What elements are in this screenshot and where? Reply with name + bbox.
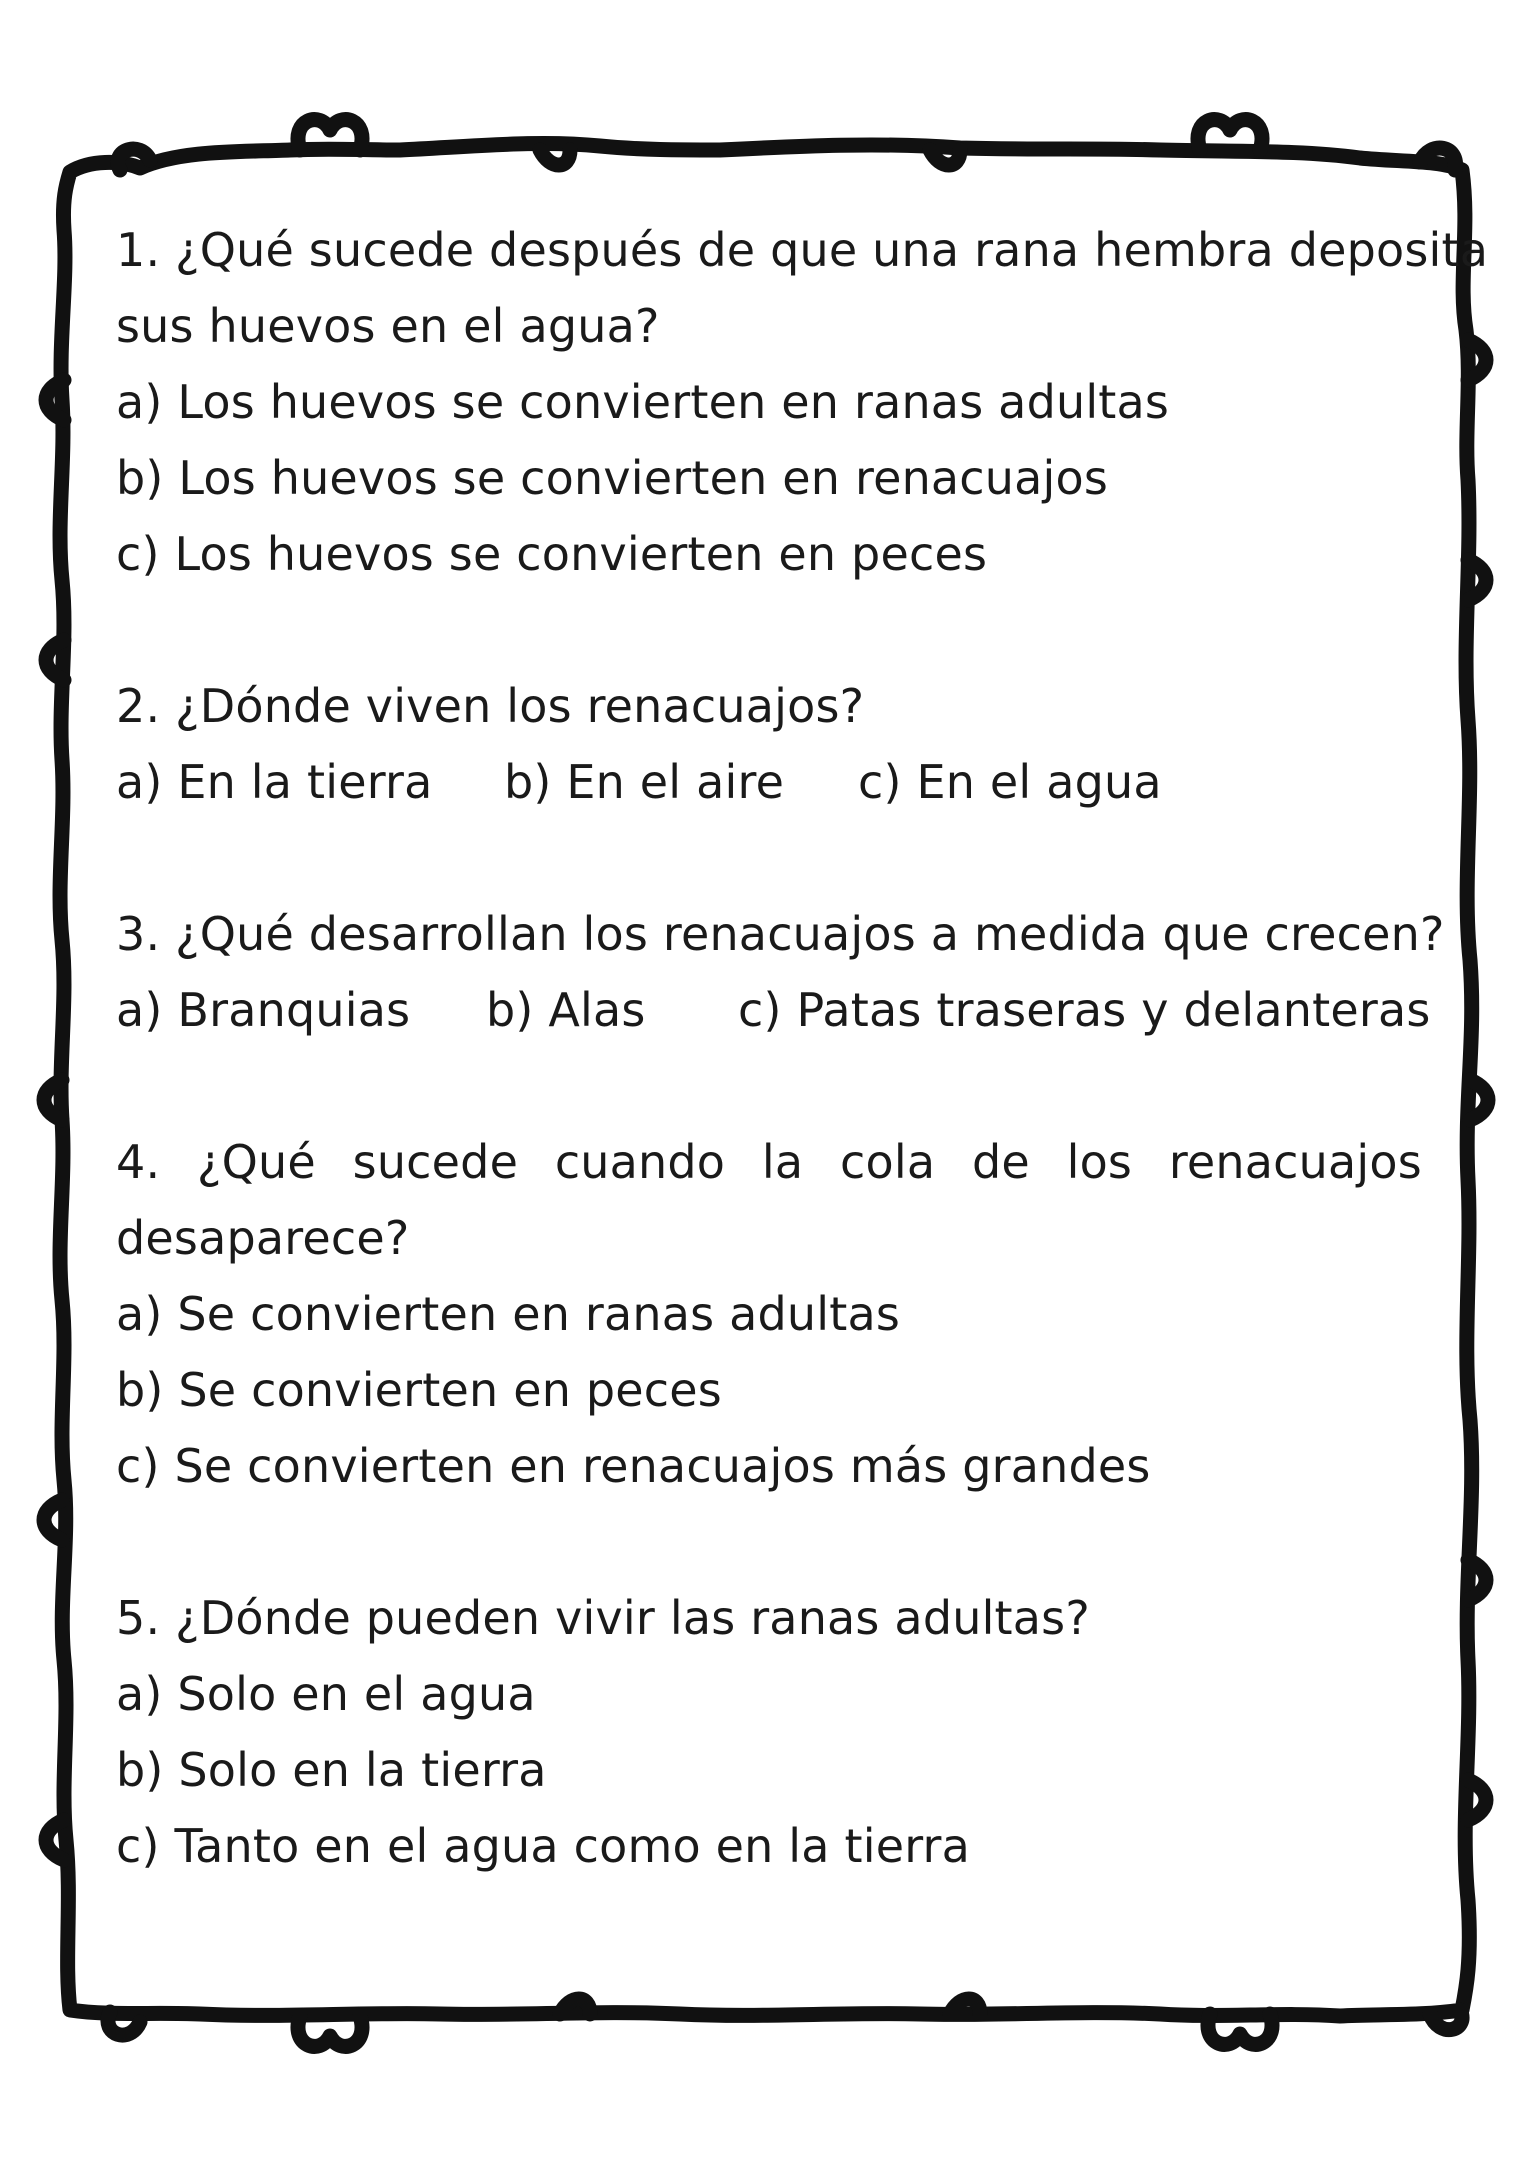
- question-4-option-a: a) Se convierten en ranas adultas: [116, 1287, 901, 1341]
- question-5-text: 5. ¿Dónde pueden vivir las ranas adultas?: [116, 1591, 1090, 1645]
- question-1-text-line1: 1. ¿Qué sucede después de que una rana hembra deposita: [116, 223, 1489, 277]
- question-3-option-c: c) Patas traseras y delanteras: [738, 983, 1431, 1037]
- question-4-word: de: [971, 1135, 1030, 1189]
- question-3-option-b: b) Alas: [486, 983, 646, 1037]
- question-4-option-b: b) Se convierten en peces: [116, 1363, 722, 1417]
- question-5-option-a: a) Solo en el agua: [116, 1667, 536, 1721]
- question-4-word: sucede: [352, 1135, 519, 1189]
- question-4-text-line1: [116, 1124, 1422, 1200]
- question-3-text: 3. ¿Qué desarrollan los renacuajos a medida que crecen?: [116, 907, 1445, 961]
- spacer: [116, 820, 1422, 896]
- spacer: [116, 592, 1422, 668]
- question-4-option-c: c) Se convierten en renacuajos más grandes: [116, 1439, 1151, 1493]
- question-4-word: la: [761, 1135, 804, 1189]
- question-4-word: ¿Qué: [197, 1135, 316, 1189]
- question-2-options-row: [116, 744, 1422, 820]
- question-4-text-line2: desaparece?: [116, 1211, 410, 1265]
- question-3-options-row: [116, 972, 1431, 1048]
- question-1-option-b: b) Los huevos se convierten en renacuajos: [116, 451, 1109, 505]
- spacer: [116, 1504, 1422, 1580]
- question-1-option-c: c) Los huevos se convierten en peces: [116, 527, 988, 581]
- question-4-word: 4.: [116, 1135, 161, 1189]
- question-1-text-line2: sus huevos en el agua?: [116, 299, 660, 353]
- question-2-option-a: a) En la tierra: [116, 755, 433, 809]
- question-2-option-b: b) En el aire: [504, 755, 785, 809]
- question-2-text: 2. ¿Dónde viven los renacuajos?: [116, 679, 865, 733]
- question-3-option-a: a) Branquias: [116, 983, 411, 1037]
- question-4-word: cuando: [554, 1135, 726, 1189]
- question-1-option-a: a) Los huevos se convierten en ranas adultas: [116, 375, 1170, 429]
- question-4-word: cola: [840, 1135, 936, 1189]
- question-4-word: renacuajos: [1168, 1135, 1422, 1189]
- question-4-word: los: [1066, 1135, 1133, 1189]
- spacer: [116, 1048, 1422, 1124]
- question-5-option-c: c) Tanto en el agua como en la tierra: [116, 1819, 971, 1873]
- quiz-content: [116, 212, 1489, 1884]
- top-squiggle-left: [540, 150, 570, 165]
- question-5-option-b: b) Solo en la tierra: [116, 1743, 547, 1797]
- question-2-option-c: c) En el agua: [858, 755, 1162, 809]
